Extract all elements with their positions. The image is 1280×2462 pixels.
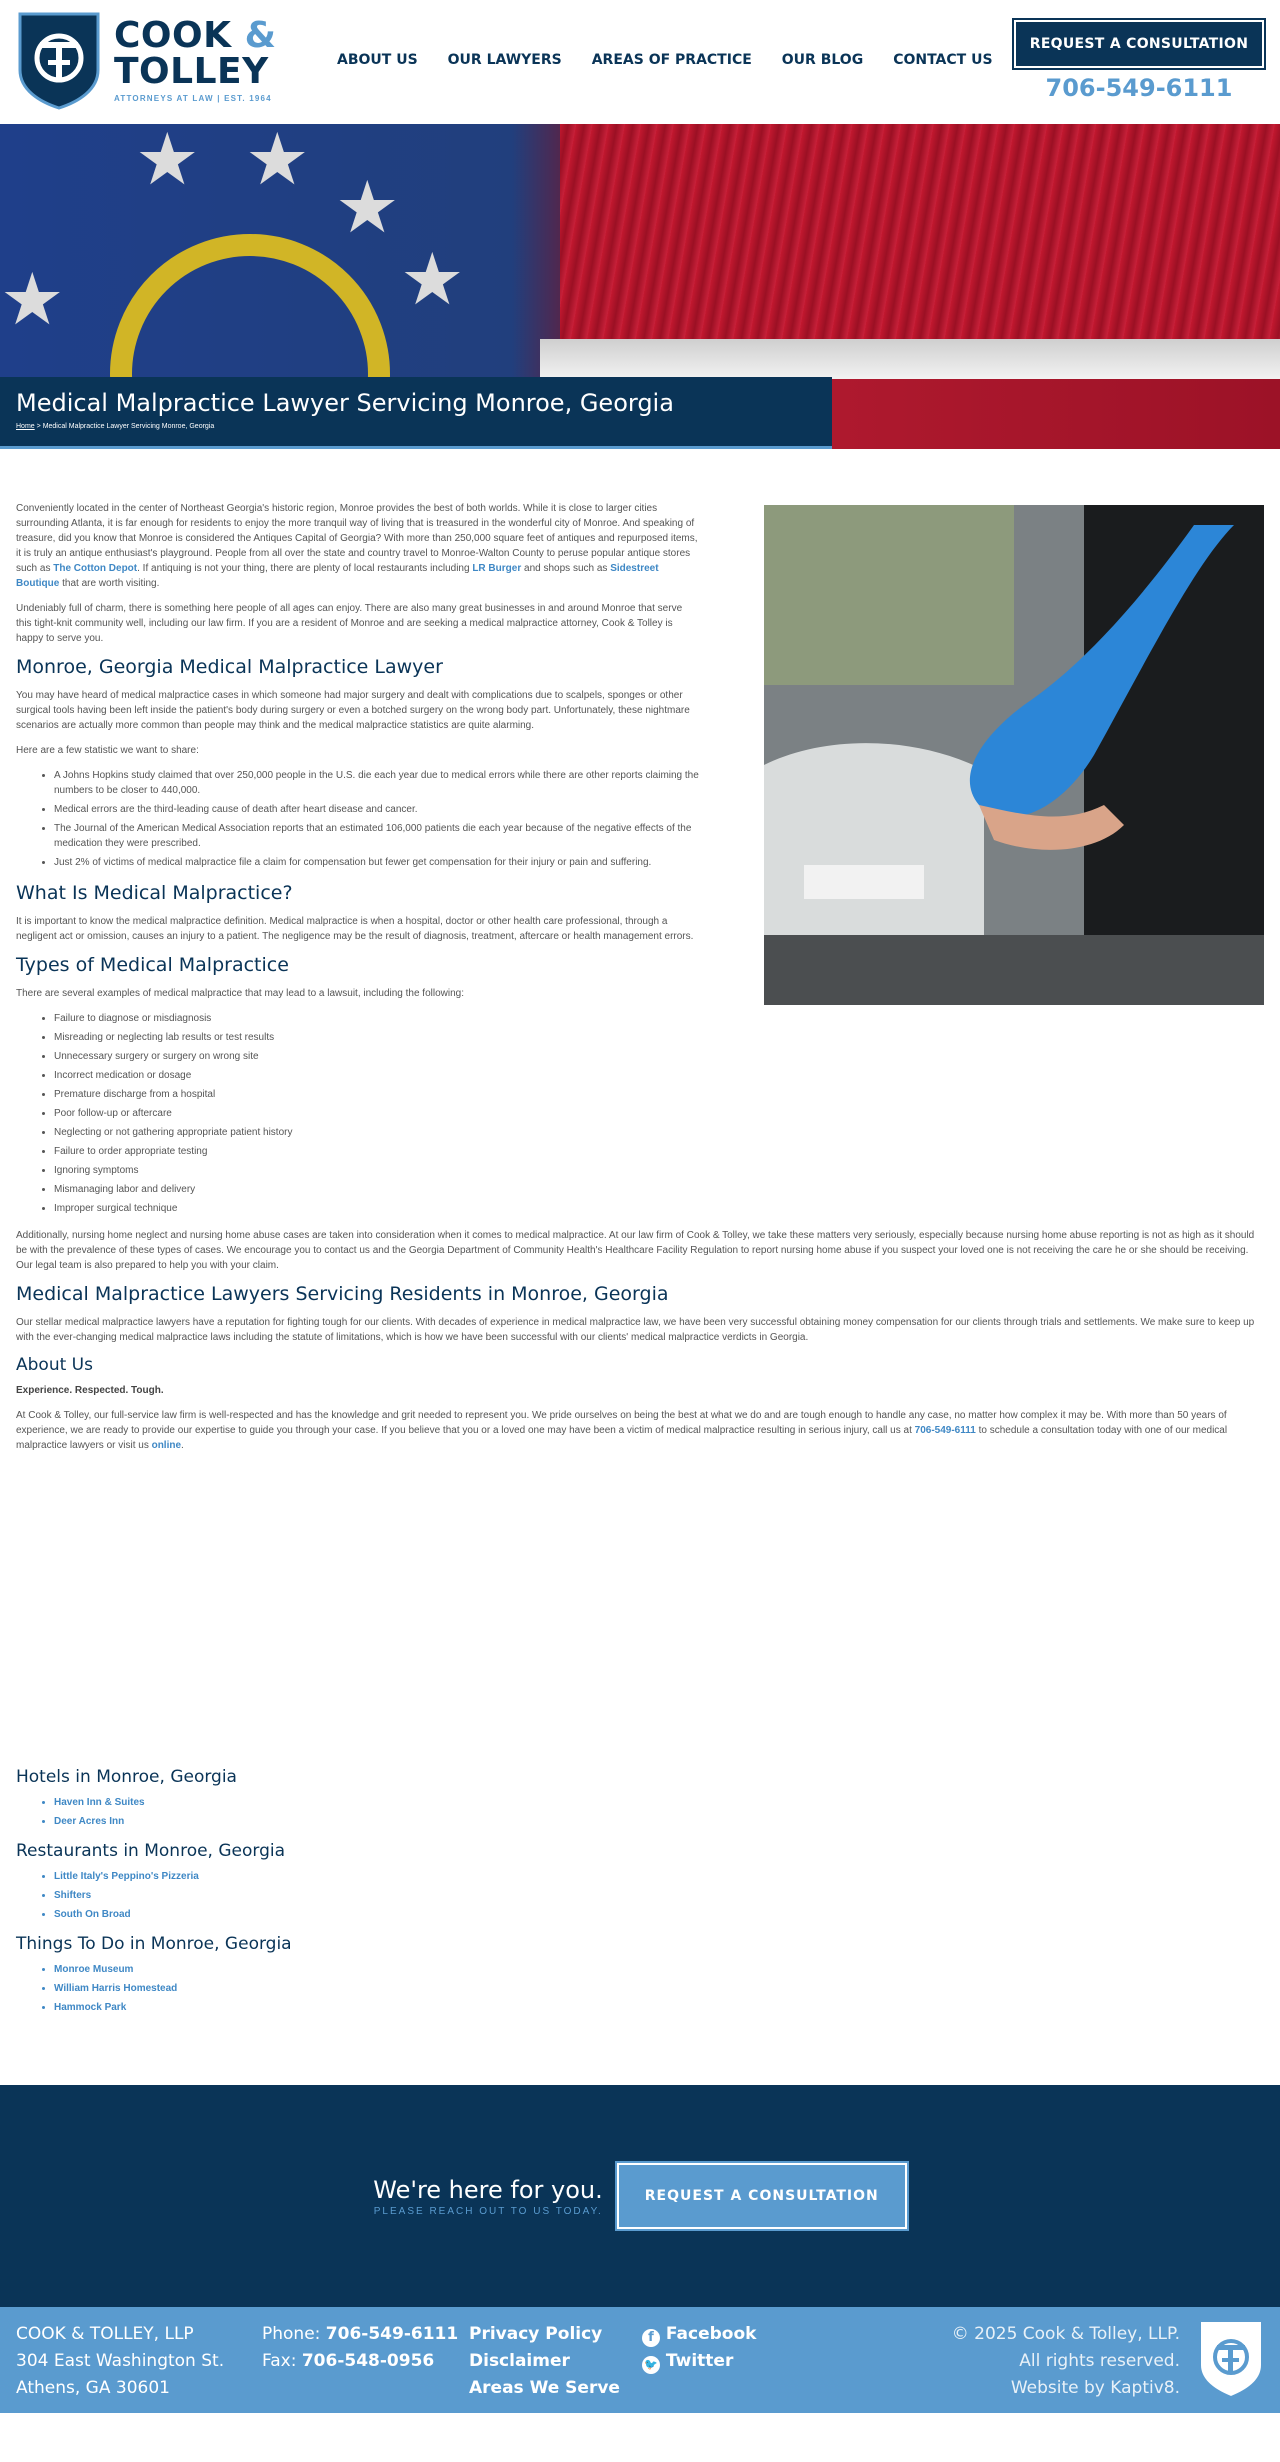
what-paragraph: It is important to know the medical malpractice definition. Medical malpractice is when a hospital, doctor or other health care professional, through a negligent act or omission, causes an injury to a patient. The negligence may be the result of diagnosis, treatment, aftercare or health management errors. bbox=[16, 916, 694, 942]
star-icon: ★ bbox=[400, 240, 465, 320]
intro-column bbox=[16, 501, 699, 1216]
list-item bbox=[54, 1962, 1264, 1977]
about-text: to schedule a consultation today with one of our medical malpractice lawyers or visit us bbox=[16, 1425, 1228, 1451]
logo-word-cook: COOK bbox=[114, 15, 232, 56]
cta-copy bbox=[373, 2176, 603, 2217]
list-item bbox=[54, 1888, 1264, 1903]
things-link-monroe-museum[interactable]: Monroe Museum bbox=[54, 1964, 134, 1975]
list-item: • Misreading or neglecting lab results or test results bbox=[54, 1030, 699, 1045]
shield-logo-icon bbox=[18, 12, 100, 110]
footer-phone-link[interactable]: 706-549-6111 bbox=[325, 2324, 459, 2344]
list-item: • Poor follow-up or aftercare bbox=[54, 1106, 699, 1121]
list-item: • Improper surgical technique bbox=[54, 1201, 699, 1216]
list-item bbox=[54, 1795, 1264, 1810]
footer-twitter-label: Twitter bbox=[665, 2351, 734, 2371]
restaurant-link-south-on-broad[interactable]: South On Broad bbox=[54, 1909, 131, 1920]
about-paragraph bbox=[16, 1408, 1264, 1453]
twitter-icon: 🐦 bbox=[642, 2356, 660, 2374]
shield-logo-icon bbox=[1198, 2319, 1264, 2399]
lr-burger-link[interactable]: LR Burger bbox=[472, 563, 522, 574]
page-title-box bbox=[0, 377, 832, 449]
heading-about-us: About Us bbox=[16, 1355, 93, 1375]
cta-band bbox=[0, 2085, 1280, 2307]
intro-text: that are worth visiting. bbox=[59, 578, 160, 589]
cta-request-consultation-button[interactable]: REQUEST A CONSULTATION bbox=[617, 2163, 907, 2229]
heading-what-is: What Is Medical Malpractice? bbox=[16, 882, 293, 904]
site-logo[interactable] bbox=[18, 12, 276, 110]
types-intro: There are several examples of medical malpractice that may lead to a lawsuit, including the following: bbox=[16, 988, 464, 999]
site-footer bbox=[0, 2307, 1280, 2413]
logo-tagline: ATTORNEYS AT LAW | EST. 1964 bbox=[114, 94, 272, 103]
restaurant-link-peppinos[interactable]: Little Italy's Peppino's Pizzeria bbox=[54, 1871, 199, 1882]
embed-spacer bbox=[16, 1463, 1264, 1763]
list-item: • Unnecessary surgery or surgery on wrong site bbox=[54, 1049, 699, 1064]
stats-intro: Here are a few statistic we want to share: bbox=[16, 745, 199, 756]
cta-heading: We're here for you. bbox=[373, 2175, 603, 2204]
footer-address-line2: Athens, GA 30601 bbox=[16, 2378, 170, 2398]
list-item bbox=[54, 1981, 1264, 1996]
footer-fax-label: Fax: bbox=[262, 2351, 297, 2371]
heading-things-to-do: Things To Do in Monroe, Georgia bbox=[16, 1934, 292, 1954]
logo-word-tolley: TOLLEY bbox=[114, 51, 269, 92]
rights-text: All rights reserved. bbox=[1019, 2351, 1180, 2371]
list-item: • Neglecting or not gathering appropriate patient history bbox=[54, 1125, 699, 1140]
nav-areas-of-practice[interactable]: AREAS OF PRACTICE bbox=[591, 52, 752, 68]
list-item: • Ignoring symptoms bbox=[54, 1163, 699, 1178]
nav-our-blog[interactable]: OUR BLOG bbox=[781, 52, 864, 68]
list-item: • Medical errors are the third-leading cause of death after heart disease and cancer. bbox=[54, 802, 699, 817]
nav-contact-us[interactable]: CONTACT US bbox=[893, 52, 993, 68]
page-title: Medical Malpractice Lawyer Servicing Monroe, Georgia bbox=[16, 389, 674, 417]
list-item: • Incorrect medication or dosage bbox=[54, 1068, 699, 1083]
servicing-paragraph: Our stellar medical malpractice lawyers have a reputation for fighting tough for our clients. With decades of experience in medical malpractice law, we have been very successful obtaining money compensation for our clients through trials and settlements. We make sure to keep up with the ever-changing medical malpractice laws including the statute of limitations, which is how we have been successful with our clients' medical malpractice verdicts in Georgia. bbox=[16, 1317, 1255, 1343]
footer-fax-number: 706-548-0956 bbox=[301, 2351, 435, 2371]
star-icon: ★ bbox=[135, 124, 200, 200]
intro-text: Conveniently located in the center of Northeast Georgia's historic region, Monroe provides the best of both worlds. While it is close to larger cities surrounding Atlanta, it is far enough for residents to enjoy the more tranquil way of living that is treasured in the wonderful city of Monroe. And speaking of treasure, did you know that Monroe is considered the Antiques Capital of Georgia? With more than 250,000 square feet of antiques and repurposed items, it is truly an antique enthusiast's playground. People from all over the state and country travel to Monroe-Walton County to peruse popular antique stores such as bbox=[16, 503, 698, 574]
breadcrumb bbox=[16, 423, 816, 430]
intro-text: and shops such as bbox=[521, 563, 611, 574]
star-icon: ★ bbox=[245, 124, 310, 200]
credit-text: Website by Kaptiv8. bbox=[1010, 2378, 1180, 2398]
footer-twitter-link[interactable] bbox=[642, 2351, 733, 2371]
footer-privacy-link[interactable]: Privacy Policy bbox=[469, 2324, 603, 2344]
header-phone-link[interactable]: 706-549-6111 bbox=[1045, 74, 1233, 102]
lawyer-paragraph: You may have heard of medical malpractice cases in which someone had major surgery and dealt with complications due to scalpels, sponges or other surgical tools having been left inside the patient's body during surgery or even a botched surgery on the wrong body part. Unfortunately, these nightmare scenarios are actually more common than people may think and the medical malpractice statistics are quite alarming. bbox=[16, 690, 690, 731]
footer-contact bbox=[262, 2321, 458, 2375]
intro-paragraph-2: Undeniably full of charm, there is something here people of all ages can enjoy. There are also many great businesses in and around Monroe that serve this tight-knit community well, including our law firm. If you are a resident of Monroe and are seeking a medical malpractice attorney, Cook & Tolley is happy to serve you. bbox=[16, 603, 683, 644]
hotels-list bbox=[16, 1795, 1264, 1829]
hero-flag-white-band bbox=[540, 339, 1280, 379]
hotel-link-deer-acres[interactable]: Deer Acres Inn bbox=[54, 1816, 125, 1827]
heading-hotels: Hotels in Monroe, Georgia bbox=[16, 1767, 237, 1787]
nav-our-lawyers[interactable]: OUR LAWYERS bbox=[447, 52, 562, 68]
stats-list bbox=[16, 768, 699, 870]
heading-monroe-lawyer: Monroe, Georgia Medical Malpractice Lawyer bbox=[16, 656, 443, 678]
hotel-link-haven-inn[interactable]: Haven Inn & Suites bbox=[54, 1797, 145, 1808]
list-item bbox=[54, 2000, 1264, 2015]
things-link-hammock-park[interactable]: Hammock Park bbox=[54, 2002, 127, 2013]
list-item: • Failure to diagnose or misdiagnosis bbox=[54, 1011, 699, 1026]
list-item bbox=[54, 1869, 1264, 1884]
sidestreet-boutique-link[interactable]: Sidestreet Boutique bbox=[16, 563, 659, 589]
facebook-icon: f bbox=[642, 2329, 660, 2347]
list-item bbox=[54, 1814, 1264, 1829]
hero-flag-red-stripe bbox=[560, 124, 1280, 339]
list-item: • Premature discharge from a hospital bbox=[54, 1087, 699, 1102]
nursing-paragraph: Additionally, nursing home neglect and nursing home abuse cases are taken into consideration when it comes to medical malpractice. At our law firm of Cook & Tolley, we take these matters very seriously, especially because nursing home abuse reporting is not as high as it should be with the prevalence of these types of cases. We encourage you to contact us and the Georgia Department of Community Health's Healthcare Facility Regulation to report nursing home abuse if you suspect your loved one is not receiving the care he or she should be receiving. Our legal team is also prepared to help you with your claim. bbox=[16, 1230, 1255, 1271]
photo-illustration bbox=[764, 505, 1264, 1005]
footer-facebook-link[interactable] bbox=[642, 2324, 756, 2344]
footer-phone-label: Phone: bbox=[262, 2324, 321, 2344]
footer-address-line1: 304 East Washington St. bbox=[16, 2351, 225, 2371]
intro-paragraph bbox=[16, 501, 699, 591]
heading-types: Types of Medical Malpractice bbox=[16, 954, 289, 976]
star-icon: ★ bbox=[0, 260, 65, 340]
list-item: • Just 2% of victims of medical malpractice file a claim for compensation but fewer get compensation for their injury or pain and suffering. bbox=[54, 855, 699, 870]
footer-areas-link[interactable]: Areas We Serve bbox=[469, 2378, 620, 2398]
heading-restaurants: Restaurants in Monroe, Georgia bbox=[16, 1841, 286, 1861]
footer-address bbox=[16, 2321, 224, 2402]
types-list bbox=[16, 1011, 699, 1216]
nav-about-us[interactable]: ABOUT US bbox=[337, 52, 418, 68]
main-nav bbox=[322, 52, 1008, 68]
list-item bbox=[54, 1907, 1264, 1922]
local-guide bbox=[16, 1767, 1264, 2015]
copyright-text: © 2025 Cook & Tolley, LLP. bbox=[951, 2324, 1180, 2344]
heading-servicing: Medical Malpractice Lawyers Servicing Residents in Monroe, Georgia bbox=[16, 1283, 669, 1305]
intro-text: . If antiquing is not your thing, there are plenty of local restaurants including bbox=[137, 563, 473, 574]
restaurant-link-shifters[interactable]: Shifters bbox=[54, 1890, 92, 1901]
hero-banner bbox=[0, 124, 1280, 449]
star-icon: ★ bbox=[335, 168, 400, 248]
list-item: • The Journal of the American Medical Association reports that an estimated 106,000 patients die each year because of the negative effects of the medication they were prescribed. bbox=[54, 821, 699, 851]
site-header bbox=[0, 0, 1280, 124]
main-content bbox=[0, 449, 1280, 2015]
footer-copyright bbox=[952, 2321, 1180, 2402]
things-link-harris-homestead[interactable]: William Harris Homestead bbox=[54, 1983, 178, 1994]
footer-disclaimer-link[interactable]: Disclaimer bbox=[469, 2351, 570, 2371]
footer-firm-name: COOK & TOLLEY, LLP bbox=[16, 2324, 194, 2344]
footer-social bbox=[642, 2321, 756, 2375]
about-phone-link[interactable]: 706-549-6111 bbox=[914, 1425, 976, 1436]
about-online-link[interactable]: online bbox=[151, 1440, 182, 1451]
injured-arm-photo bbox=[764, 505, 1264, 1005]
breadcrumb-home-link[interactable]: Home bbox=[16, 423, 35, 430]
cotton-depot-link[interactable]: The Cotton Depot bbox=[53, 563, 138, 574]
request-consultation-button[interactable]: REQUEST A CONSULTATION bbox=[1014, 20, 1264, 68]
list-item: • A Johns Hopkins study claimed that over 250,000 people in the U.S. die each year due to medical errors while there are other reports claiming the numbers to be closer to 440,000. bbox=[54, 768, 699, 798]
breadcrumb-current: Medical Malpractice Lawyer Servicing Monroe, Georgia bbox=[42, 423, 215, 430]
logo-ampersand: & bbox=[244, 15, 277, 56]
breadcrumb-separator: > bbox=[36, 423, 41, 430]
list-item: • Failure to order appropriate testing bbox=[54, 1144, 699, 1159]
footer-links bbox=[469, 2321, 620, 2402]
restaurants-list bbox=[16, 1869, 1264, 1922]
about-text: At Cook & Tolley, our full-service law firm is well-respected and has the knowledge and grit needed to represent you. We pride ourselves on being the best at what we do and are tough enough to handle any case, no matter how complex it may be. With more than 50 years of experience, we are ready to provide our expertise to guide you through your case. If you believe that you or a loved one may have been a victim of medical malpractice resulting in serious injury, call us at bbox=[16, 1410, 1227, 1436]
things-list bbox=[16, 1962, 1264, 2015]
about-tagline: Experience. Respected. Tough. bbox=[16, 1385, 164, 1396]
list-item: • Mismanaging labor and delivery bbox=[54, 1182, 699, 1197]
cta-subheading: PLEASE REACH OUT TO US TODAY. bbox=[373, 2205, 603, 2217]
full-width-content bbox=[16, 1228, 1264, 1453]
about-text: . bbox=[181, 1440, 184, 1451]
footer-facebook-label: Facebook bbox=[665, 2324, 757, 2344]
